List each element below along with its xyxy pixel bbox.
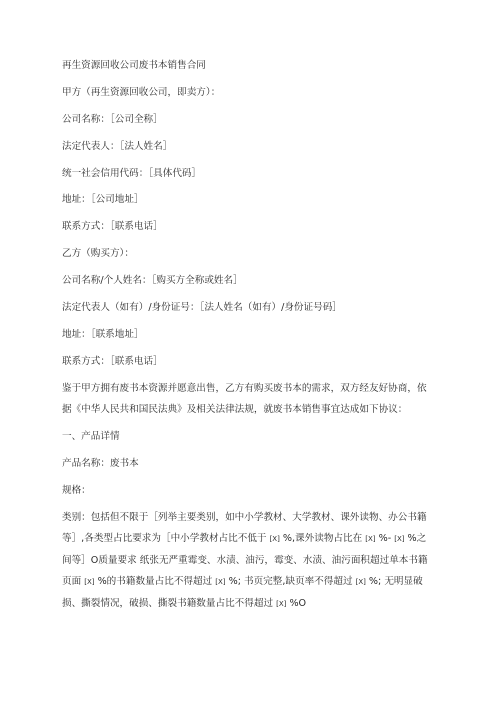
party-b-contact: 联系方式：［联系电话］: [62, 355, 163, 367]
category-text: %O: [286, 597, 307, 609]
category-text: 等］,各类型占比要求为［中小学教材占比不低于: [62, 533, 270, 545]
category-text: 间等］O质量要求 纸张无严重霉变、水渍、油污，霉变、水渍、油污面积超过单本书籍: [62, 554, 428, 566]
category-line: [62, 511, 438, 525]
category-text: 页面: [62, 576, 85, 588]
party-a-contact: 联系方式：［联系电话］: [62, 221, 163, 233]
preamble-line: 鉴于甲方拥有废书本资源并愿意出售，乙方有购买废书本的需求，双方经友好协商，依: [62, 382, 427, 394]
category-text: %的书籍数量占比不得超过: [94, 576, 216, 588]
party-b-name: 公司名称/个人姓名：［购买方全称或姓名］: [62, 275, 243, 287]
category-text: %-: [375, 533, 395, 545]
section-1-heading: 一、产品详情: [62, 431, 120, 443]
category-line: [62, 554, 438, 568]
party-b-legal-rep-id: 法定代表人（如有）/身份证号：［法人姓名（如有）/身份证号码］: [62, 302, 342, 314]
spec-label: 规格：: [62, 484, 91, 496]
party-a-heading: 甲方（再生资源回收公司，即卖方）：: [62, 86, 221, 98]
placeholder-value: [X]: [84, 578, 95, 587]
placeholder-value: [X]: [365, 535, 376, 544]
contract-document: [62, 59, 438, 624]
placeholder-value: [X]: [276, 599, 287, 608]
category-text: 类别：包括但不限于［列举主要类别，如中小学教材、大学教材、课外读物、办公书籍: [62, 511, 427, 523]
category-line: [62, 597, 438, 611]
party-a-address: 地址：［公司地址］: [62, 194, 144, 206]
party-b-address: 地址：［联系地址］: [62, 328, 144, 340]
contract-title: 再生资源回收公司废书本销售合同: [62, 60, 206, 71]
category-text: %,课外读物占比在: [279, 533, 366, 545]
preamble-line: 据《中华人民共和国民法典》及相关法律法规，就废书本销售事宜达成如下协议：: [62, 404, 408, 416]
party-a-company-name: 公司名称：［公司全称］: [62, 113, 163, 125]
category-text: %; 书页完整,缺页率不得超过: [225, 576, 356, 588]
preamble-paragraph: [62, 382, 438, 418]
category-text: 损、撕裂情况，破损、撕裂书籍数量占比不得超过: [62, 597, 277, 609]
placeholder-value: [X]: [394, 535, 405, 544]
party-a-legal-rep: 法定代表人：［法人姓名］: [62, 140, 173, 152]
category-text: %之: [404, 533, 427, 545]
placeholder-value: [X]: [355, 578, 366, 587]
party-b-heading: 乙方（购买方）：: [62, 248, 134, 260]
product-name: 产品名称：废书本: [62, 457, 139, 469]
category-text: %; 无明显破: [365, 576, 423, 588]
placeholder-value: [X]: [269, 535, 280, 544]
category-line: [62, 575, 438, 589]
placeholder-value: [X]: [215, 578, 226, 587]
category-line: [62, 532, 438, 546]
category-paragraph: [62, 511, 438, 611]
party-a-credit-code: 统一社会信用代码：［具体代码］: [62, 167, 202, 179]
